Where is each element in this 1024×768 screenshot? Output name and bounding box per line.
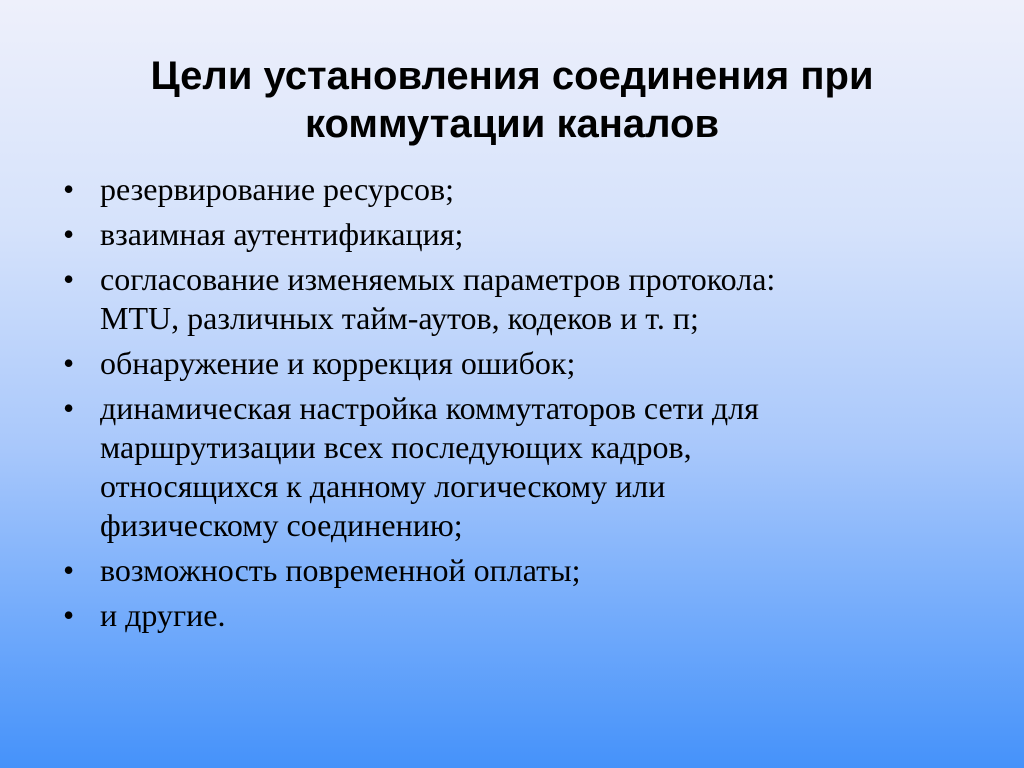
bullet-item (60, 170, 960, 209)
bullet-text-line: MTU, различных тайм-аутов, кодеков и т. п; (100, 300, 699, 336)
bullet-text-line: обнаружение и коррекция ошибок; (100, 345, 576, 381)
bullet-text-line: маршрутизации всех последующих кадров, (100, 429, 692, 465)
bullet-text-line: резервирование ресурсов; (100, 171, 454, 207)
bullet-icon: • (63, 345, 75, 381)
bullet-item (60, 596, 960, 635)
slide-title (40, 52, 984, 148)
bullet-text-line: возможность повременной оплаты; (100, 552, 581, 588)
bullet-list (60, 170, 960, 641)
bullet-icon: • (63, 261, 75, 297)
bullet-text-line: согласование изменяемых параметров протокола: (100, 261, 776, 297)
bullet-item (60, 215, 960, 254)
slide-title-line-1: Цели установления соединения при (150, 54, 874, 98)
bullet-item (60, 551, 960, 590)
bullet-text-line: физическому соединению; (100, 507, 463, 543)
bullet-icon: • (63, 216, 75, 252)
bullet-text-line: относящихся к данному логическому или (100, 468, 666, 504)
bullet-icon: • (63, 597, 75, 633)
bullet-item (60, 389, 960, 545)
bullet-text-line: взаимная аутентификация; (100, 216, 464, 252)
bullet-item (60, 260, 960, 338)
slide-title-line-2: коммутации каналов (304, 102, 720, 146)
bullet-icon: • (63, 171, 75, 207)
bullet-text-line: и другие. (100, 597, 226, 633)
bullet-text-line: динамическая настройка коммутаторов сети для (100, 390, 759, 426)
bullet-icon: • (63, 552, 75, 588)
bullet-item (60, 344, 960, 383)
bullet-icon: • (63, 390, 75, 426)
